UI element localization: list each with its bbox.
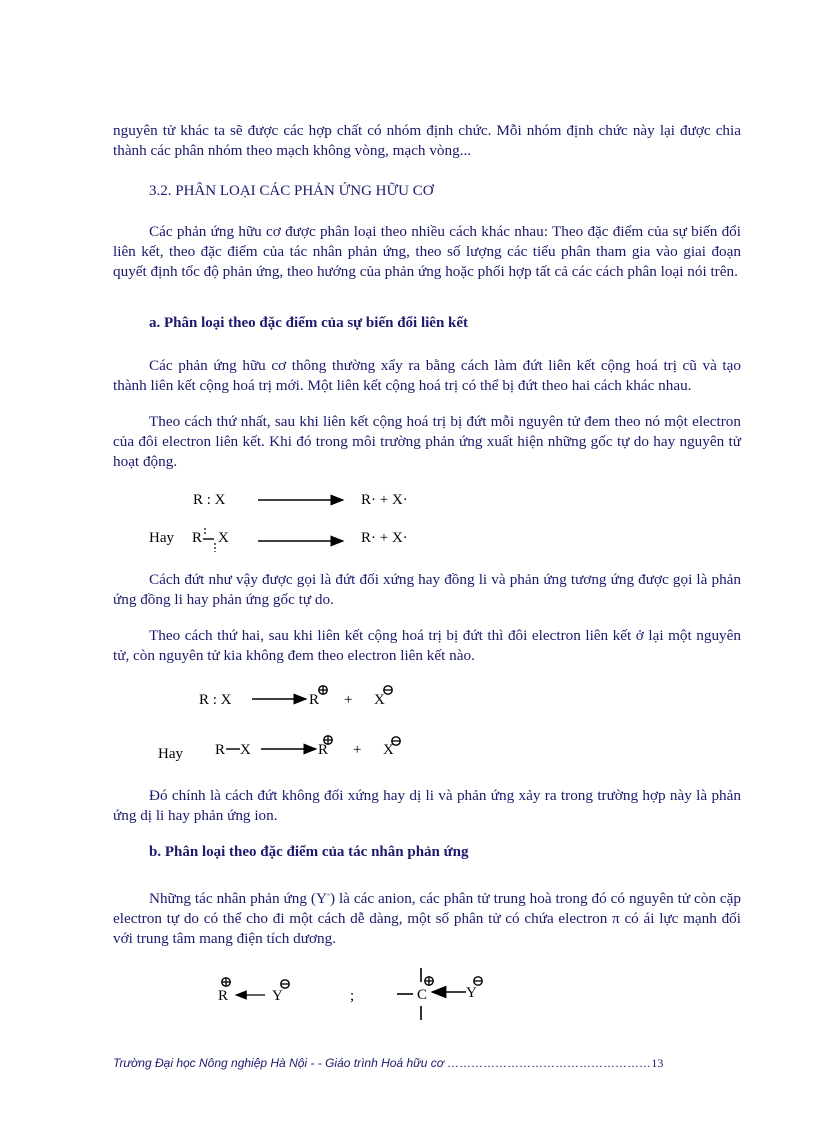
paragraph-reagents: Những tác nhân phản ứng (Y-) là các anion, các phân tử trung hoà trong đó có nguyên tử còn cặp electron tự do có thể cho đi một cách dễ dàng, một số phân tử có chứa electron π có ái lực mạnh đối với trung tâm mang điện tích dương. bbox=[113, 889, 741, 948]
page-number: 13 bbox=[651, 1056, 664, 1070]
eq3-cation: R bbox=[309, 692, 320, 708]
minus-charge-icon bbox=[281, 980, 289, 988]
plus-charge-icon bbox=[222, 978, 230, 986]
eq3-anion: X bbox=[374, 692, 385, 708]
plus-charge-icon bbox=[319, 686, 327, 694]
paragraph-homolysis-def: Cách đứt như vậy được gọi là đứt đối xứng hay đồng li và phản ứng tương ứng được gọi là phản ứng đồng li hay phản ứng gốc tự do. bbox=[113, 571, 741, 608]
minus-charge-icon bbox=[392, 737, 400, 745]
example-cation: R bbox=[218, 988, 229, 1004]
eq1-right: R· + X· bbox=[361, 492, 408, 508]
eq1-left: R : X bbox=[193, 492, 226, 508]
eq2-right: R· + X· bbox=[361, 530, 408, 546]
paragraph-homolysis: Theo cách thứ nhất, sau khi liên kết cộng hoá trị bị đứt mỗi nguyên tử đem theo nó một electron của đôi electron liên kết. Khi đó trong môi trường phản ứng xuất hiện những gốc tự do hay nguyên tử hoạt động. bbox=[113, 413, 741, 470]
eq4-left-x: X bbox=[240, 742, 251, 758]
eq3-plus: + bbox=[344, 692, 353, 708]
eq4-anion: X bbox=[383, 742, 394, 758]
eq4-left-r: R bbox=[215, 742, 226, 758]
paragraph-heterolysis: Theo cách thứ hai, sau khi liên kết cộng hoá trị bị đứt thì đôi electron liên kết ở lại một nguyên tử, còn nguyên tử kia không đem theo electron liên kết nào. bbox=[113, 627, 741, 664]
eq4-cation: R bbox=[318, 742, 329, 758]
minus-charge-icon bbox=[384, 686, 392, 694]
eq2-left-x: X bbox=[218, 530, 229, 546]
minus-charge-icon bbox=[474, 977, 482, 985]
example-separator: ; bbox=[350, 988, 355, 1004]
paragraph-bond-break: Các phản ứng hữu cơ thông thường xẩy ra bằng cách làm đứt liên kết cộng hoá trị cũ và tạo thành liên kết cộng hoá trị mới. Một liên kết cộng hoá trị có thể bị đứt theo hai cách khác nhau. bbox=[113, 357, 741, 394]
eq4-plus: + bbox=[353, 742, 362, 758]
section-title: 3.2. PHÂN LOẠI CÁC PHẢN ỨNG HỮU CƠ bbox=[149, 183, 434, 199]
paragraph-heterolysis-def: Đó chính là cách đứt không đối xứng hay dị li và phản ứng xảy ra trong trường hợp này là phản ứng dị li hay phản ứng ion. bbox=[113, 787, 741, 824]
plus-charge-icon bbox=[425, 977, 433, 985]
example-nucleophile: Y bbox=[272, 988, 283, 1004]
hay-label-2: Hay bbox=[158, 746, 183, 762]
example-nucleophile-2: Y bbox=[466, 985, 477, 1001]
plus-charge-icon bbox=[324, 736, 332, 744]
hay-label-1: Hay bbox=[149, 530, 174, 546]
heading-a: a. Phân loại theo đặc điểm của sự biến đổi liên kết bbox=[149, 315, 469, 331]
example-carbon: C bbox=[417, 987, 428, 1003]
footer-text: Trường Đại học Nông nghiệp Hà Nội - - Giáo trình Hoá hữu cơ …………………………………………… bbox=[113, 1056, 652, 1070]
intro-paragraph: nguyên tử khác ta sẽ được các hợp chất có nhóm định chức. Mỗi nhóm định chức này lại được chia thành các phân nhóm theo mạch không vòng, mạch vòng... bbox=[113, 122, 741, 159]
paragraph-classification: Các phản ứng hữu cơ được phân loại theo nhiều cách khác nhau: Theo đặc điểm của sự biến đổi liên kết, theo đặc điểm của tác nhân phản ứng, theo số lượng các tiểu phân tham gia vào giai đoạn quyết định tốc độ phản ứng, theo hướng của phản ứng hoặc phối hợp tất cả các cách phân loại nói trên. bbox=[113, 223, 741, 280]
heading-b: b. Phân loại theo đặc điểm của tác nhân phản ứng bbox=[149, 844, 469, 860]
page-footer bbox=[113, 1056, 733, 1071]
eq3-left: R : X bbox=[199, 692, 232, 708]
eq2-left-r: R bbox=[192, 530, 203, 546]
